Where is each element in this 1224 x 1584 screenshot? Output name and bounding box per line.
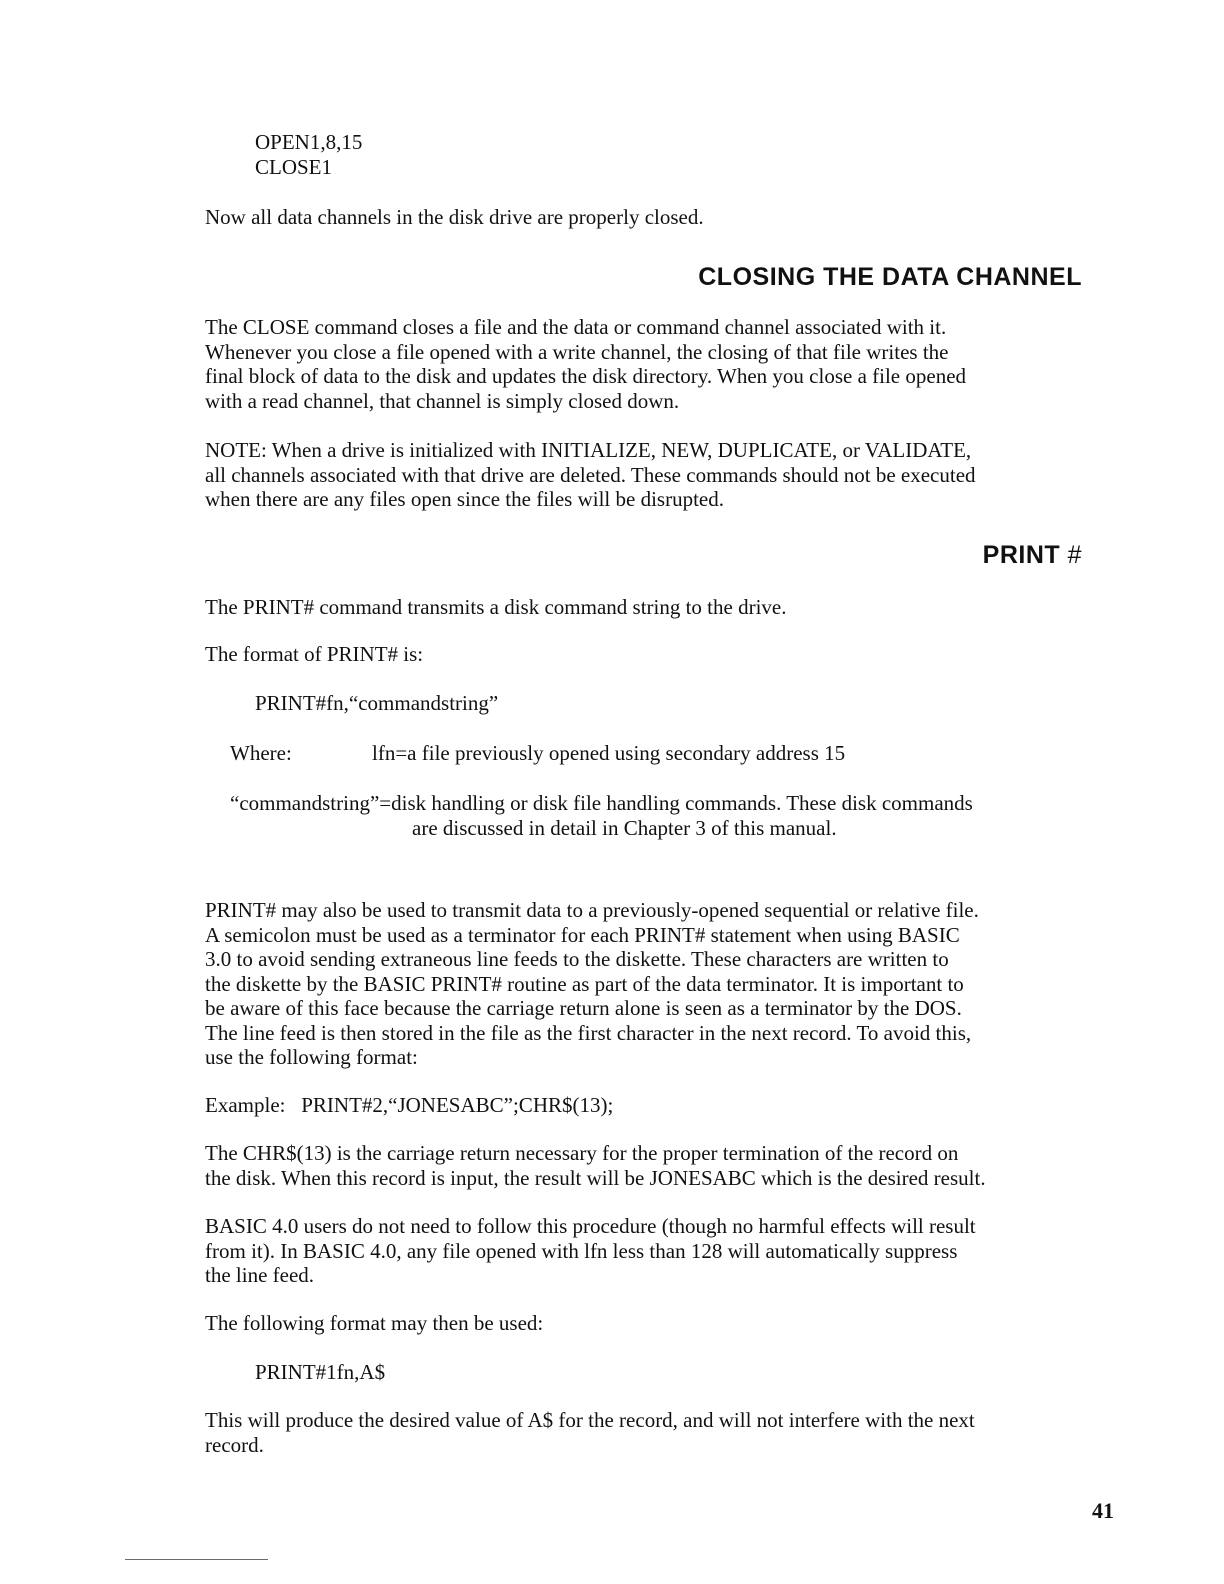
text-line: BASIC 4.0 users do not need to follow this procedure (though no harmful effects will result — [205, 1214, 976, 1238]
code-line: OPEN1,8,15 — [255, 130, 363, 154]
where-definition: lfn=a file previously opened using secondary address 15 — [372, 741, 846, 765]
print-code-example: PRINT#1fn,A$ — [255, 1360, 386, 1384]
text-line: the disk. When this record is input, the result will be JONESABC which is the desired result. — [205, 1165, 986, 1190]
note-paragraph — [205, 438, 1085, 512]
page-number: 41 — [1092, 1498, 1114, 1523]
text-line: This will produce the desired value of A$ for the record, and will not interfere with the next — [205, 1408, 975, 1432]
code-line: CLOSE1 — [255, 154, 333, 179]
text-line: from it). In BASIC 4.0, any file opened with lfn less than 128 will automatically suppress — [205, 1238, 958, 1263]
text-line: The line feed is then stored in the file as the first character in the next record. To avoid this, — [205, 1020, 972, 1045]
intro-paragraph: Now all data channels in the disk drive are properly closed. — [205, 205, 704, 229]
text-line: be aware of this face because the carriage return alone is seen as a terminator by the DOS. — [205, 996, 962, 1020]
print-data-paragraph — [205, 898, 1085, 1070]
code-block-open-close — [255, 130, 362, 179]
text-line: final block of data to the disk and updates the disk directory. When you close a file opened — [205, 364, 967, 388]
text-line: The CLOSE command closes a file and the data or command channel associated with it. — [205, 315, 947, 339]
text-line: with a read channel, that channel is simply closed down. — [205, 388, 680, 413]
section-heading-print — [983, 541, 1082, 570]
where-label: Where: — [230, 741, 292, 765]
text-line: NOTE: When a drive is initialized with INITIALIZE, NEW, DUPLICATE, or VALIDATE, — [205, 438, 972, 462]
format-code: PRINT#fn,“commandstring” — [255, 691, 499, 715]
text-line: the diskette by the BASIC PRINT# routine as part of the data terminator. It is important to — [205, 971, 964, 996]
commandstring-definition: “commandstring”=disk handling or disk file handling commands. These disk commands — [230, 791, 973, 815]
commandstring-definition-cont: are discussed in detail in Chapter 3 of this manual. — [412, 816, 837, 840]
heading-hash: # — [1067, 541, 1082, 569]
text-line: the line feed. — [205, 1263, 315, 1287]
text-line: The CHR$(13) is the carriage return necessary for the proper termination of the record on — [205, 1141, 959, 1165]
text-line: Whenever you close a file opened with a write channel, the closing of that file writes the — [205, 339, 949, 364]
text-line: 3.0 to avoid sending extraneous line feeds to the diskette. These characters are written to — [205, 947, 949, 971]
text-line: A semicolon must be used as a terminator for each PRINT# statement when using BASIC — [205, 922, 960, 947]
close-command-paragraph — [205, 315, 1085, 413]
text-line: PRINT# may also be used to transmit data to a previously-opened sequential or relative file. — [205, 898, 979, 922]
example-line: Example: PRINT#2,“JONESABC”;CHR$(13); — [205, 1093, 614, 1117]
section-heading-closing: CLOSING THE DATA CHANNEL — [698, 263, 1082, 291]
heading-text: PRINT — [982, 541, 1061, 569]
chr13-paragraph — [205, 1141, 1085, 1190]
footer-rule — [125, 1559, 268, 1560]
text-line: when there are any files open since the files will be disrupted. — [205, 487, 724, 511]
following-format-paragraph: The following format may then be used: — [205, 1311, 544, 1335]
print-desc-paragraph: The PRINT# command transmits a disk command string to the drive. — [205, 595, 787, 619]
basic4-paragraph — [205, 1214, 1085, 1288]
text-line: all channels associated with that drive are deleted. These commands should not be executed — [205, 462, 976, 487]
text-line: use the following format: — [205, 1045, 418, 1069]
format-intro: The format of PRINT# is: — [205, 642, 424, 666]
closing-paragraph — [205, 1408, 1085, 1457]
text-line: record. — [205, 1432, 264, 1457]
